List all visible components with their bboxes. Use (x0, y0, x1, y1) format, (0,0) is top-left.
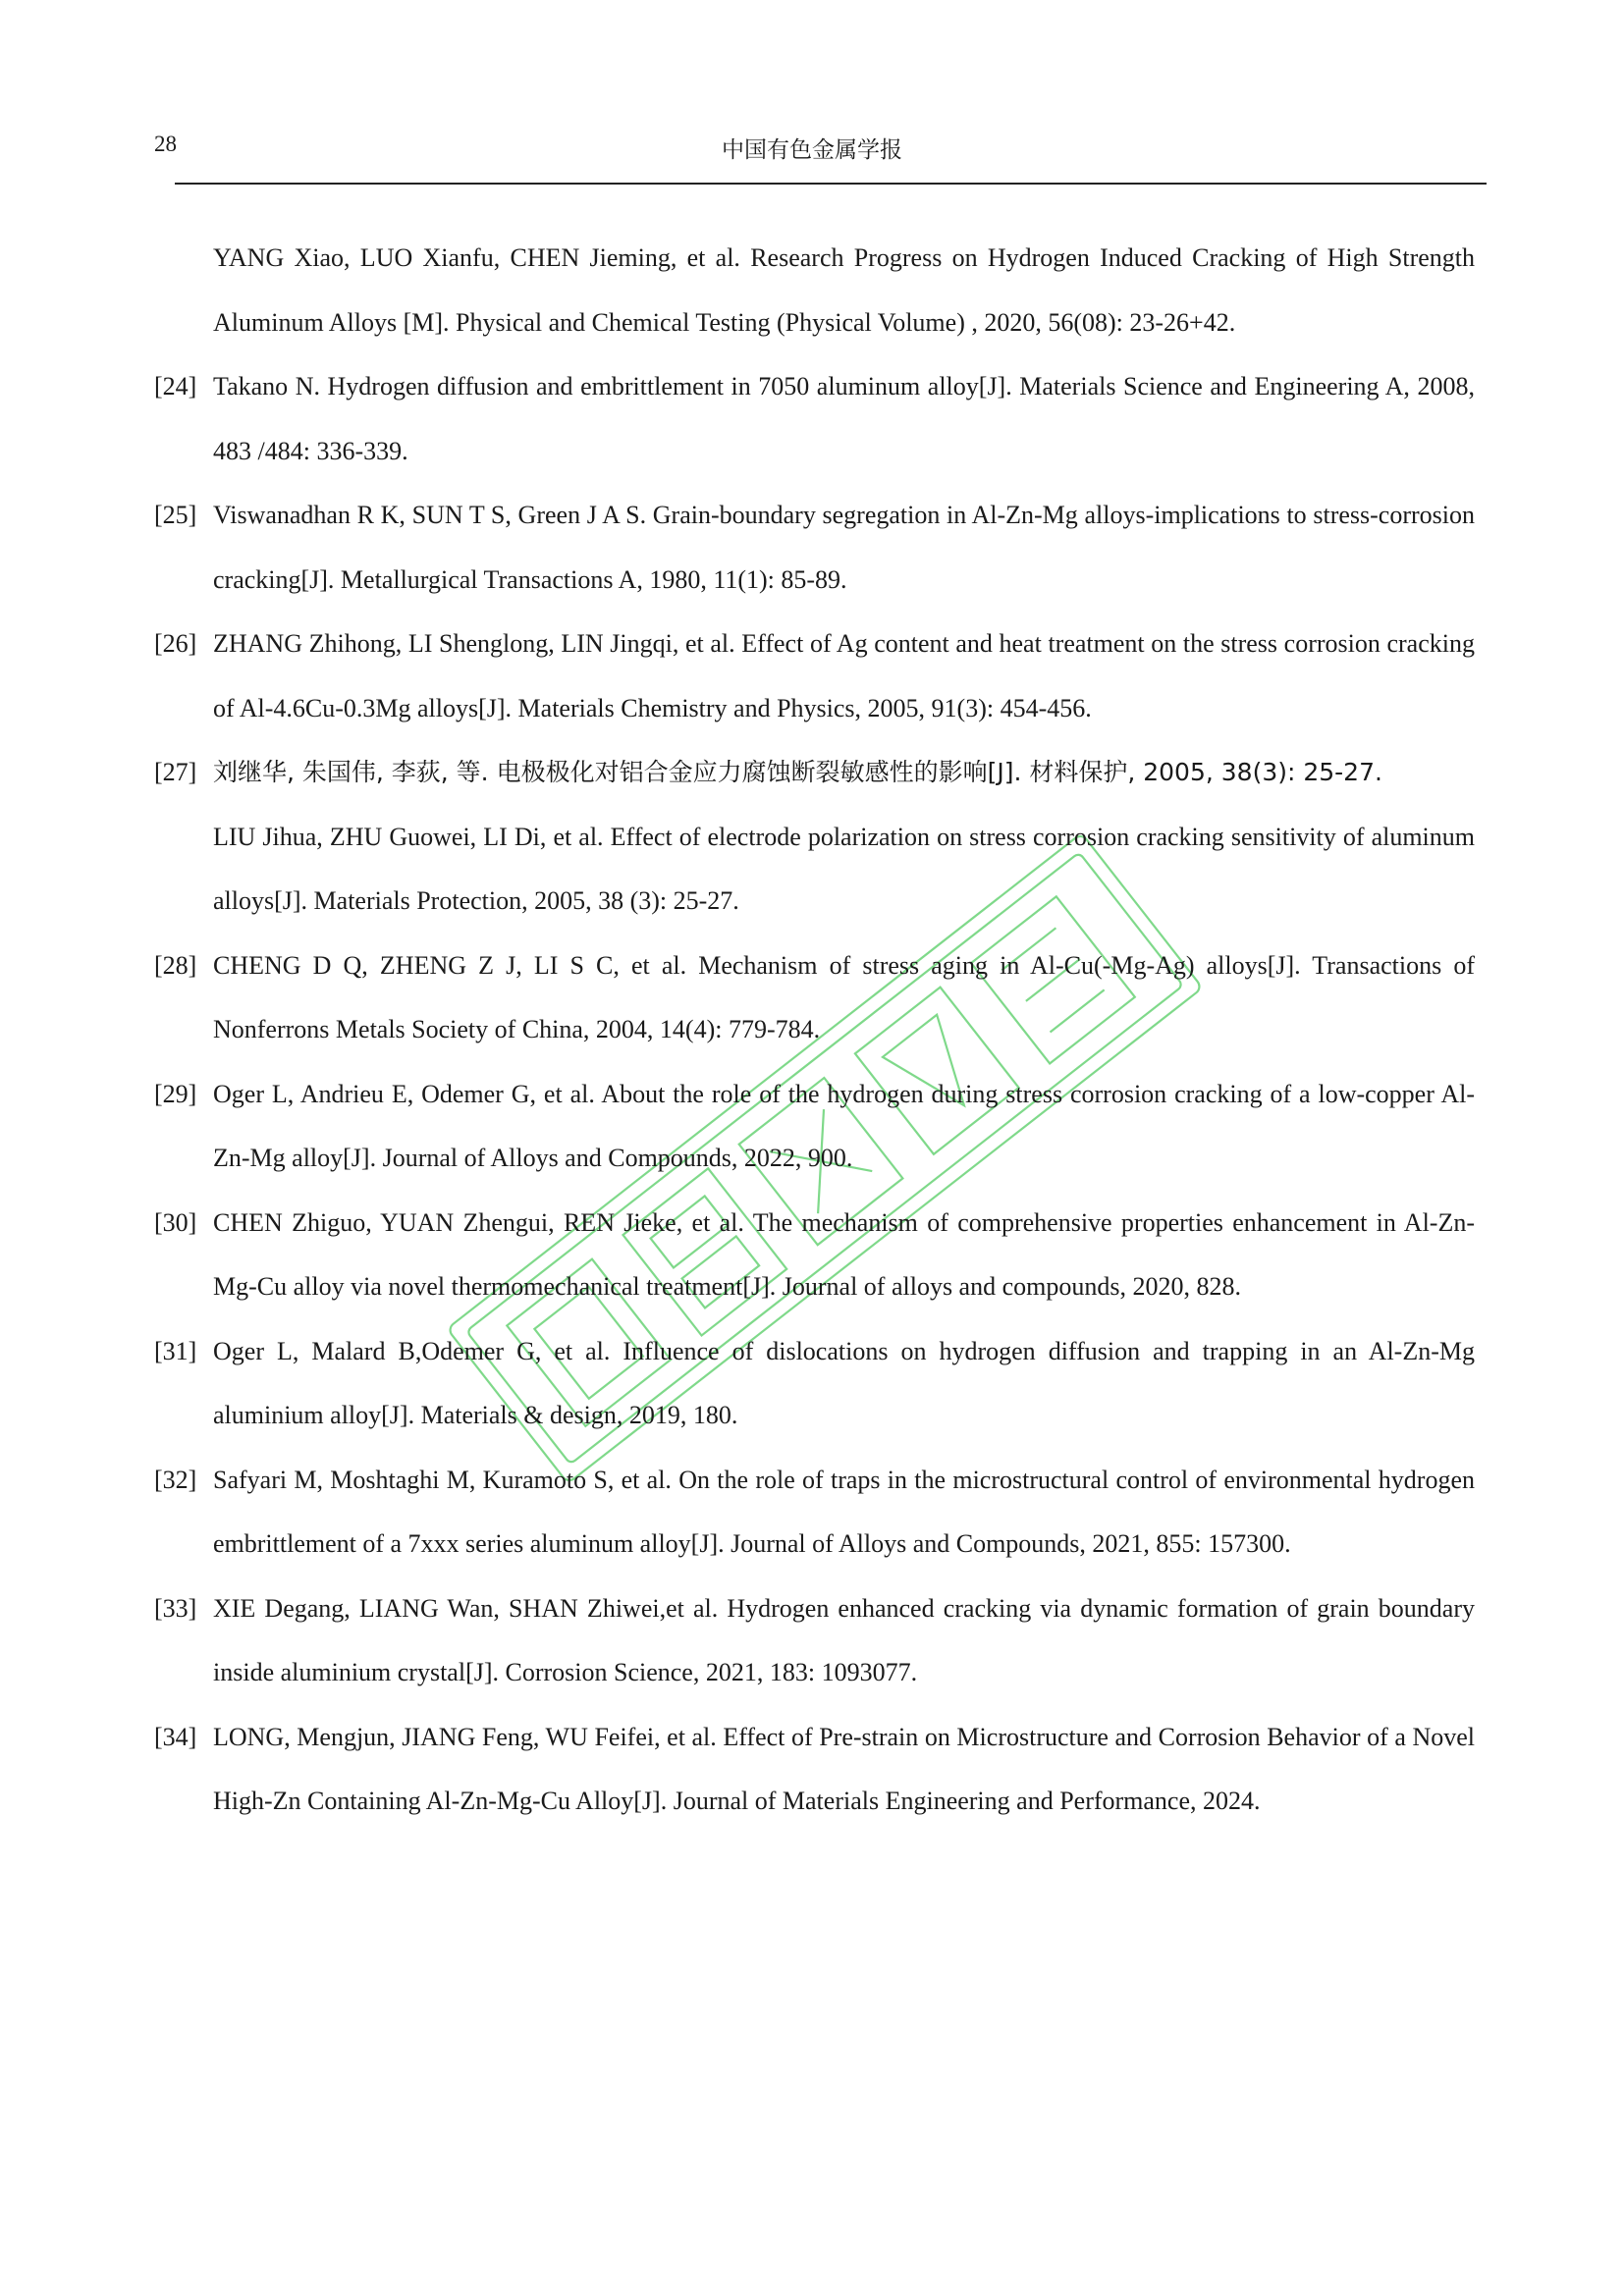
reference-number: [25] (154, 501, 197, 529)
reference-number: [31] (154, 1336, 197, 1365)
reference-number: [33] (154, 1593, 197, 1623)
reference-number: [29] (154, 1079, 197, 1108)
reference-item (154, 1062, 1475, 1191)
reference-text: CHENG D Q, ZHENG Z J, LI S C, et al. Mechanism of stress aging in Al-Cu(-Mg-Ag) alloys[J]. Transactions of Nonferrons Metals Society of China, 2004, 14(4): 779-784. (213, 950, 1475, 1043)
reference-item (154, 483, 1475, 612)
reference-number: [34] (154, 1722, 197, 1751)
reference-item (154, 1319, 1475, 1448)
reference-item (154, 1576, 1475, 1705)
reference-item (154, 1705, 1475, 1834)
page-number: 28 (154, 132, 177, 156)
reference-item (154, 740, 1475, 934)
reference-number: [32] (154, 1465, 197, 1494)
reference-text: LIU Jihua, ZHU Guowei, LI Di, et al. Effect of electrode polarization on stress corrosion cracking sensitivity of aluminum alloys[J]. Materials Protection, 2005, 38 (3): 25-27. (213, 822, 1475, 915)
header-rule (175, 183, 1487, 185)
reference-number: [30] (154, 1207, 197, 1237)
reference-text: LONG, Mengjun, JIANG Feng, WU Feifei, et al. Effect of Pre-strain on Microstructure and Corrosion Behavior of a Novel High-Zn Containing Al-Zn-Mg-Cu Alloy[J]. Journal of Materials Engineering and Performance, 2024. (213, 1722, 1475, 1815)
reference-number: [27] (154, 758, 197, 786)
reference-text: Takano N. Hydrogen diffusion and embrittlement in 7050 aluminum alloy[J]. Materials Science and Engineering A, 2008, 483 /484: 336-339. (213, 372, 1475, 465)
reference-text: Viswanadhan R K, SUN T S, Green J A S. Grain-boundary segregation in Al-Zn-Mg alloys-implications to stress-corrosion cracking[J]. Metallurgical Transactions A, 1980, 11(1): 85-89. (213, 501, 1475, 594)
reference-text: 刘继华, 朱国伟, 李荻, 等. 电极极化对铝合金应力腐蚀断裂敏感性的影响[J]. 材料保护, 2005, 38(3): 25-27. (213, 758, 1382, 786)
reference-text: ZHANG Zhihong, LI Shenglong, LIN Jingqi, et al. Effect of Ag content and heat treatment on the stress corrosion cracking of Al-4.6Cu-0.3Mg alloys[J]. Materials Chemistry and Physics, 2005, 91(3): 454-456. (213, 629, 1475, 722)
reference-text: Oger L, Andrieu E, Odemer G, et al. About the role of the hydrogen during stress corrosion cracking of a low-copper Al-Zn-Mg alloy[J]. Journal of Alloys and Compounds, 2022, 900. (213, 1079, 1475, 1172)
reference-item (154, 1448, 1475, 1576)
reference-text: XIE Degang, LIANG Wan, SHAN Zhiwei,et al. Hydrogen enhanced cracking via dynamic formation of grain boundary inside aluminium crystal[J]. Corrosion Science, 2021, 183: 1093077. (213, 1593, 1475, 1686)
reference-text: Oger L, Malard B,Odemer G, et al. Influence of dislocations on hydrogen diffusion and trapping in an Al-Zn-Mg aluminium alloy[J]. Materials & design, 2019, 180. (213, 1336, 1475, 1429)
reference-text: CHEN Zhiguo, YUAN Zhengui, REN Jieke, et al. The mechanism of comprehensive properties enhancement in Al-Zn-Mg-Cu alloy via novel thermomechanical treatment[J]. Journal of alloys and compounds, 2020, 828. (213, 1207, 1475, 1301)
reference-number: [26] (154, 629, 197, 658)
reference-item (154, 612, 1475, 740)
journal-title: 中国有色金属学报 (722, 137, 902, 163)
reference-number: [24] (154, 372, 197, 400)
reference-list (154, 226, 1475, 1834)
reference-text: Safyari M, Moshtaghi M, Kuramoto S, et al. On the role of traps in the microstructural control of environmental hydrogen embrittlement of a 7xxx series aluminum alloy[J]. Journal of Alloys and Compounds, 2021, 855: 157300. (213, 1465, 1475, 1558)
reference-item (154, 934, 1475, 1062)
reference-number: [28] (154, 950, 197, 980)
reference-item (154, 226, 1475, 354)
reference-item (154, 354, 1475, 483)
reference-item (154, 1191, 1475, 1319)
reference-text: YANG Xiao, LUO Xianfu, CHEN Jieming, et al. Research Progress on Hydrogen Induced Cracking of High Strength Aluminum Alloys [M]. Physical and Chemical Testing (Physical Volume) , 2020, 56(08): 23-26+42. (213, 243, 1475, 337)
